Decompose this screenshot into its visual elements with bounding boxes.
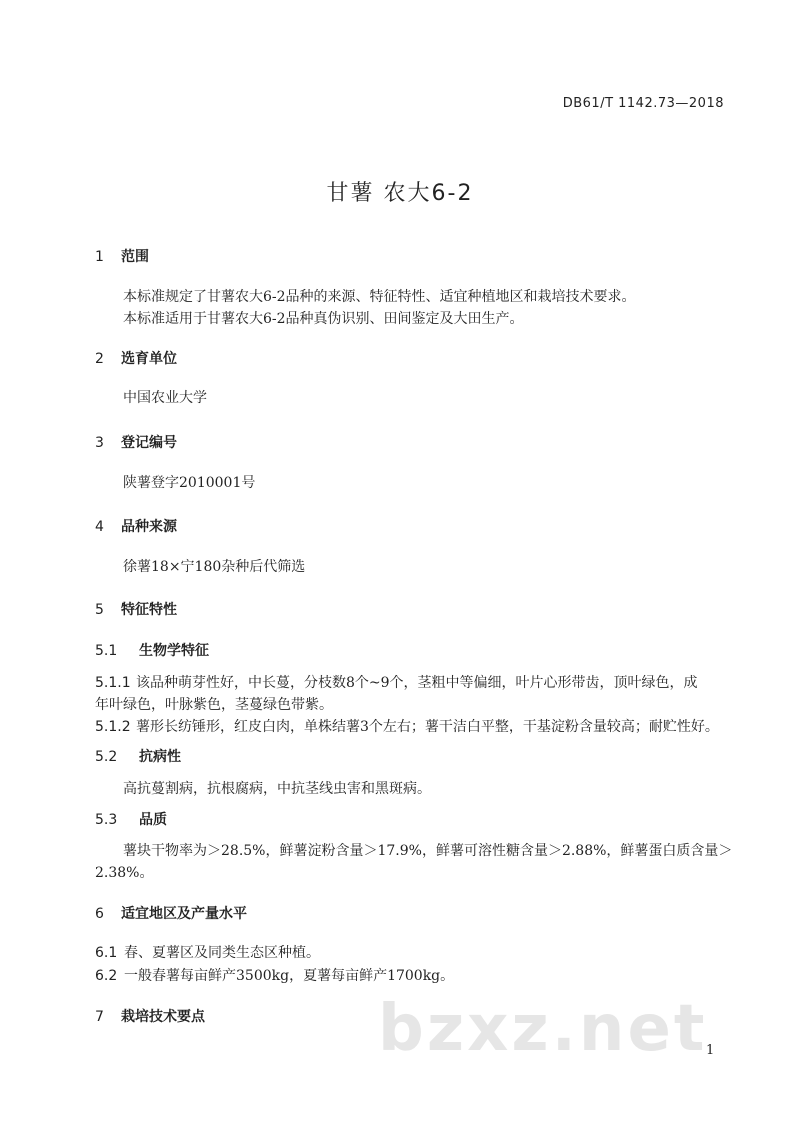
section-7-heading: [95, 1006, 205, 1026]
section-3-paragraph: 陕薯登字2010001号: [123, 475, 256, 491]
section-title: 特征特性: [121, 602, 177, 618]
section-number: 2: [95, 351, 104, 367]
clause-5-1-1: [95, 672, 698, 692]
subsection-title: 品质: [139, 812, 167, 828]
clause-5-1-1-continuation: 年叶绿色，叶脉紫色，茎蔓绿色带紫。: [95, 697, 333, 713]
section-5-3-paragraph: 薯块干物率为＞28.5%，鲜薯淀粉含量＞17.9%，鲜薯可溶性糖含量＞2.88%，鲜薯蛋白质含量＞: [123, 843, 733, 859]
section-1-paragraph-2: 本标准适用于甘薯农大6-2品种真伪识别、田间鉴定及大田生产。: [123, 311, 524, 327]
section-1-heading: [95, 246, 149, 266]
section-1-paragraph-1: 本标准规定了甘薯农大6-2品种的来源、特征特性、适宜种植地区和栽培技术要求。: [123, 289, 636, 305]
section-5-3-heading: [95, 809, 167, 829]
section-title: 登记编号: [121, 435, 177, 451]
clause-text: 春、夏薯区及同类生态区种植。: [124, 945, 320, 961]
clause-text: 一般春薯每亩鲜产3500kg，夏薯每亩鲜产1700kg。: [124, 968, 455, 984]
section-3-heading: [95, 432, 177, 452]
section-4-heading: [95, 516, 177, 536]
section-title: 选育单位: [121, 351, 177, 367]
section-5-2-paragraph: 高抗蔓割病，抗根腐病，中抗茎线虫害和黑斑病。: [123, 781, 431, 797]
section-6-heading: [95, 903, 247, 923]
section-4-paragraph: 徐薯18×宁180杂种后代筛选: [123, 559, 306, 575]
document-title: 甘薯 农大6-2: [326, 181, 474, 206]
subsection-title: 抗病性: [139, 749, 181, 765]
section-title: 适宜地区及产量水平: [121, 906, 247, 922]
subsection-number: 5.1: [95, 643, 118, 659]
section-5-heading: [95, 599, 177, 619]
section-5-1-heading: [95, 640, 209, 660]
subsection-number: 5.2: [95, 749, 118, 765]
section-5-3-continuation: 2.38%。: [95, 865, 154, 881]
subsection-number: 5.3: [95, 812, 118, 828]
section-number: 1: [95, 249, 104, 265]
clause-6-1: [95, 942, 320, 962]
page-number: 1: [706, 1043, 715, 1058]
clause-number: 6.1: [95, 945, 118, 961]
subsection-title: 生物学特征: [139, 643, 209, 659]
clause-text: 薯形长纺锤形，红皮白肉，单株结薯3个左右；薯干洁白平整，干基淀粉含量较高；耐贮性好。: [136, 719, 719, 735]
section-2-heading: [95, 348, 177, 368]
section-title: 品种来源: [121, 519, 177, 535]
clause-number: 5.1.2: [95, 719, 131, 735]
section-title: 范围: [121, 249, 149, 265]
clause-text: 该品种萌芽性好，中长蔓，分枝数8个~9个，茎粗中等偏细，叶片心形带齿，顶叶绿色，成: [136, 675, 698, 691]
clause-number: 5.1.1: [95, 675, 131, 691]
section-title: 栽培技术要点: [121, 1009, 205, 1025]
section-number: 3: [95, 435, 104, 451]
standard-code: DB61/T 1142.73—2018: [562, 96, 724, 111]
section-5-2-heading: [95, 746, 181, 766]
section-number: 4: [95, 519, 104, 535]
section-number: 5: [95, 602, 104, 618]
clause-5-1-2: [95, 716, 719, 736]
section-number: 6: [95, 906, 104, 922]
clause-number: 6.2: [95, 968, 118, 984]
clause-6-2: [95, 965, 454, 985]
watermark: bzxz.net: [378, 992, 708, 1066]
section-2-paragraph: 中国农业大学: [123, 390, 207, 406]
section-number: 7: [95, 1009, 104, 1025]
